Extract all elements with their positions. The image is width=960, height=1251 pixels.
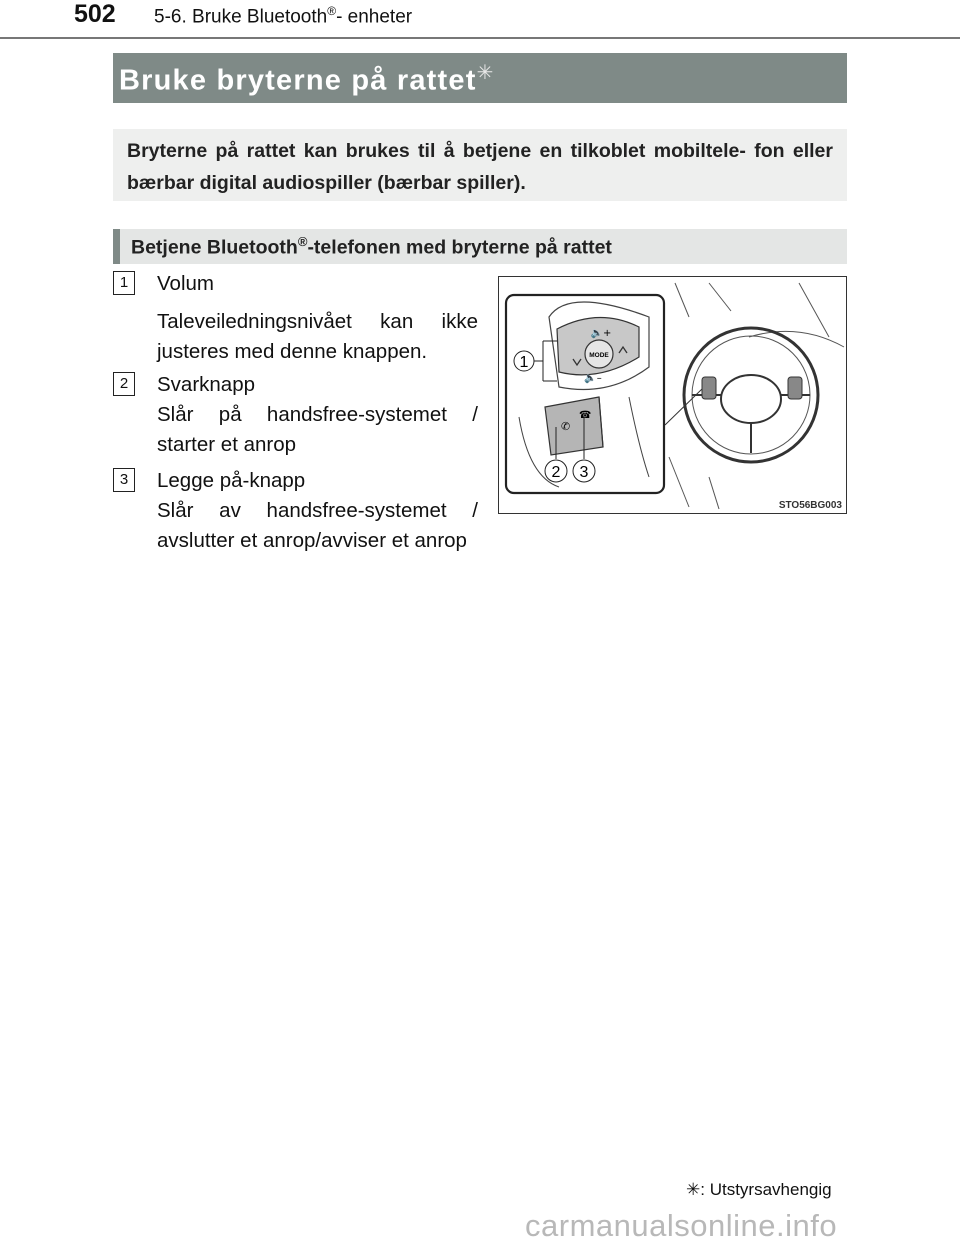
sub-heading <box>113 229 847 264</box>
registered-mark: ® <box>327 4 337 18</box>
sub-heading-post: -telefonen med bryterne på rattet <box>307 236 612 259</box>
list-item-hangup <box>113 466 478 556</box>
running-header <box>154 4 412 28</box>
item-description: Taleveiledningsnivået kan ikke justeres med denne knappen. <box>157 310 478 363</box>
item-title: Svarknapp <box>157 373 256 396</box>
item-number: 1 <box>113 271 135 295</box>
figure-code: STO56BG003 <box>778 500 842 511</box>
phone-hangup-icon: ☎ <box>579 410 592 421</box>
phone-answer-icon: ✆ <box>561 420 571 433</box>
item-title: Volum <box>157 272 214 295</box>
item-number: 2 <box>113 372 135 396</box>
list-item-answer <box>113 370 478 460</box>
section-title <box>113 53 847 103</box>
header-rule <box>0 37 960 39</box>
item-description: Slår på handsfree-systemet / starter et anrop <box>157 403 478 456</box>
list-item-volume <box>113 269 478 367</box>
item-description: Slår av handsfree-systemet / avslutter et anrop/avviser et anrop <box>157 499 478 552</box>
section-title-text: Bruke bryterne på rattet <box>119 64 477 97</box>
equipment-mark: ✳ <box>476 62 495 84</box>
footnote-text: : Utstyrsavhengig <box>700 1180 832 1199</box>
section-text: 5-6. Bruke Bluetooth <box>154 6 328 28</box>
page-number: 502 <box>74 0 116 28</box>
svg-text:🔈–: 🔈– <box>584 373 602 384</box>
svg-text:🔈+: 🔈+ <box>590 328 612 339</box>
item-number: 3 <box>113 468 135 492</box>
registered-mark: ® <box>297 234 308 249</box>
steering-wheel-icon <box>684 328 818 462</box>
watermark: carmanualsonline.info <box>525 1208 838 1243</box>
svg-text:3: 3 <box>579 464 589 481</box>
steering-wheel-illustration <box>499 277 845 512</box>
svg-text:2: 2 <box>551 464 561 481</box>
intro-box: Bryterne på rattet kan brukes til å betjene en tilkoblet mobiltele- fon eller bærbar digital audiospiller (bærbar spiller). <box>113 129 847 201</box>
section-tail: - enheter <box>336 6 413 28</box>
sub-heading-pre: Betjene Bluetooth <box>131 236 298 259</box>
item-title: Legge på-knapp <box>157 469 306 492</box>
svg-text:1: 1 <box>519 354 529 371</box>
footnote-mark: ✳ <box>686 1180 701 1199</box>
mode-label: MODE <box>589 352 609 359</box>
steering-wheel-figure <box>498 276 847 514</box>
footnote <box>686 1180 832 1200</box>
